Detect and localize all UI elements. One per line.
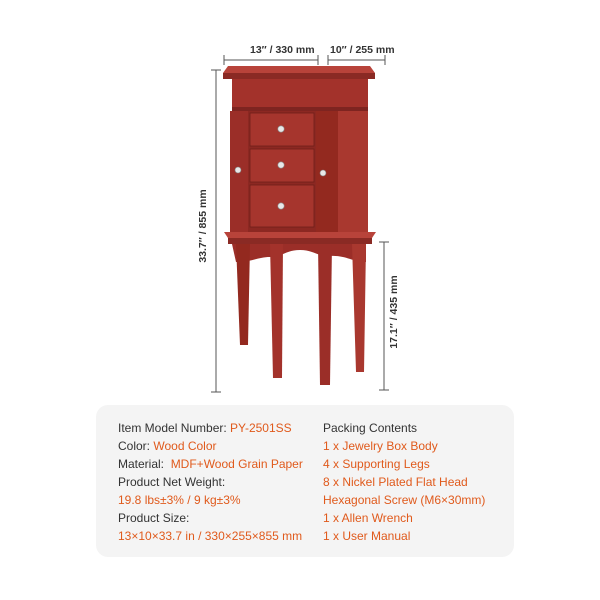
spec-panel (96, 405, 514, 557)
packing-item: 4 x Supporting Legs (323, 457, 430, 471)
model-value: PY-2501SS (230, 421, 292, 435)
jewelry-box-body (230, 111, 368, 233)
model-label: Item Model Number: (118, 421, 227, 435)
packing-column (323, 419, 513, 545)
color-value: Wood Color (153, 439, 217, 453)
material-value: MDF+Wood Grain Paper (170, 457, 303, 471)
height-label: 33.7″ / 855 mm (197, 189, 209, 263)
size-label: Product Size: (118, 511, 190, 525)
packing-item: 1 x Jewelry Box Body (323, 439, 438, 453)
depth-label: 10″ / 255 mm (330, 44, 395, 56)
packing-item: Hexagonal Screw (M6×30mm) (323, 493, 486, 507)
material-row (118, 455, 318, 473)
size-value: 13×10×33.7 in / 330×255×855 mm (118, 529, 303, 543)
model-row (118, 419, 318, 437)
packing-item: 1 x User Manual (323, 529, 411, 543)
leg-height-label: 17.1″ / 435 mm (388, 275, 400, 349)
stand-and-legs (224, 232, 376, 385)
spec-column (118, 419, 318, 545)
width-label: 13″ / 330 mm (250, 44, 315, 56)
weight-value: 19.8 lbs±3% / 9 kg±3% (118, 493, 241, 507)
packing-item: 8 x Nickel Plated Flat Head (323, 475, 468, 489)
jewelry-box-top (223, 66, 375, 111)
color-label: Color: (118, 439, 151, 453)
packing-item: 1 x Allen Wrench (323, 511, 413, 525)
material-label: Material: (118, 457, 165, 471)
packing-title: Packing Contents (323, 421, 418, 435)
color-row (118, 437, 318, 455)
weight-label: Product Net Weight: (118, 475, 226, 489)
